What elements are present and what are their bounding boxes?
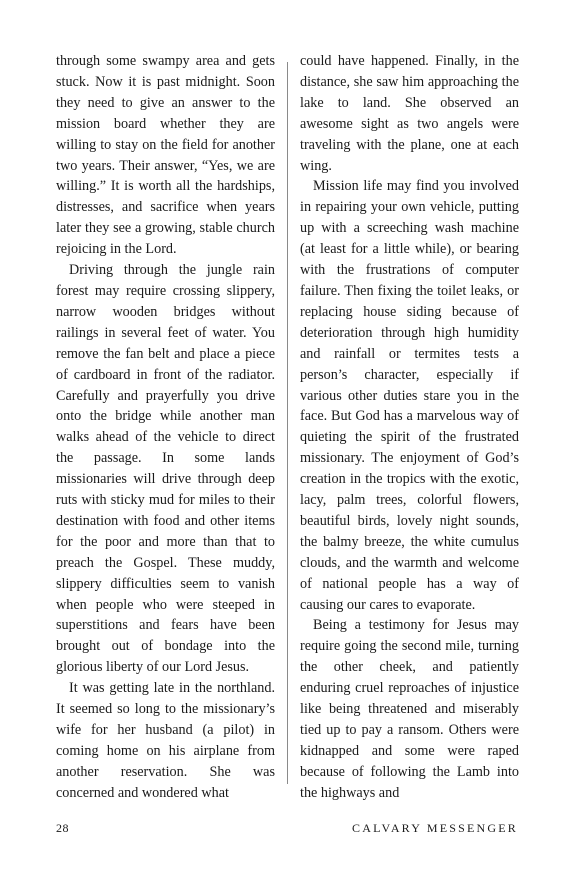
paragraph: Being a testimony for Jesus may require going the second mile, turning the other cheek, and patiently enduring cruel reproaches of injustice like being threatened and miserably tied up to pay a ransom. Others were kidnapped and some were raped because of following the Lamb into the highways and [300, 617, 519, 801]
left-column [56, 51, 275, 804]
page-number: 28 [56, 821, 69, 835]
column-divider [287, 62, 288, 784]
paragraph: Driving through the jungle rain forest may require crossing slippery, narrow wooden bridges without railings in several feet of water. You remove the fan belt and place a piece of cardboard in front of the radiator. Carefully and prayerfully you drive onto the bridge while another man walks ahead of the vehicle to direct the passage. In some lands missionaries will drive through deep ruts with sticky mud for miles to their destination with food and other items for the poor and more than that to preach the Gospel. These muddy, slippery difficulties seem to vanish when people who were steeped in superstitions and fears have been brought out of bondage into the glorious liberty of our Lord Jesus. [56, 262, 275, 676]
paragraph: Mission life may find you involved in repairing your own vehicle, putting up with a screeching wash machine (at least for a little while), or bearing with the frustrations of computer failure. Then fixing the toilet leaks, or replacing house siding because of deterioration through high humidity and rainfall or termites tests a person’s character, especially if various other duties stare you in the face. But God has a marvelous way of quieting the spirit of the frustrated missionary. The enjoyment of God’s creation in the tropics with the exotic, lacy, palm trees, colorful flowers, beautiful birds, lovely night sounds, the balmy breeze, the white cumulus clouds, and the warmth and welcome of national people has a way of causing our cares to evaporate. [300, 178, 519, 613]
running-head: CALVARY MESSENGER [352, 821, 518, 835]
right-column [300, 51, 519, 804]
paragraph: through some swampy area and gets stuck. Now it is past midnight. Soon they need to give an answer to the mission board whether they are willing to stay on the field for another two years. Their answer, “Yes, we are willing.” It is worth all the hardships, distresses, and sacrifice when years later they see a growing, stable church rejoicing in the Lord. [56, 53, 275, 258]
paragraph: It was getting late in the northland. It seemed so long to the missionary’s wife for her husband (a pilot) in coming home on his airplane from another reservation. She was concerned and wondered what [56, 680, 275, 801]
paragraph: could have happened. Finally, in the distance, she saw him approaching the lake to land. She observed an awesome sight as two angels were traveling with the plane, one at each wing. [300, 53, 519, 174]
